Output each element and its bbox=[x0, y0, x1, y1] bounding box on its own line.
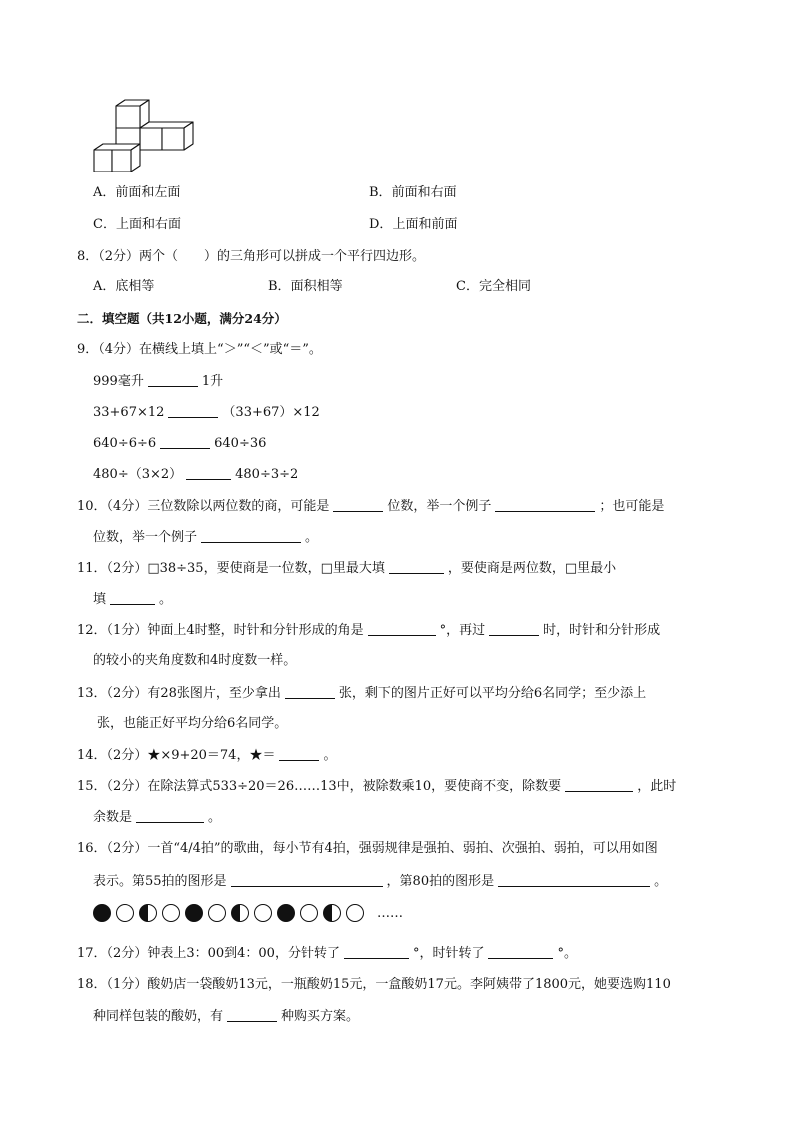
option-letter: B． bbox=[268, 279, 291, 294]
q15-text: 。 bbox=[208, 810, 222, 825]
q18-text: 种购买方案。 bbox=[281, 1009, 360, 1024]
q17-text: 17．（2分）钟表上3：00到4：00，分针转了 bbox=[77, 946, 340, 961]
expr-left: 640÷6÷6 bbox=[93, 436, 157, 451]
q11-text: ，要使商是两位数，□里最小 bbox=[447, 561, 617, 576]
answer-blank[interactable] bbox=[489, 621, 539, 636]
option-letter: B． bbox=[369, 185, 392, 200]
q11-text: 填 bbox=[93, 592, 107, 607]
q10-line-1 bbox=[77, 497, 664, 516]
q8-option-a[interactable] bbox=[93, 278, 154, 296]
answer-blank[interactable] bbox=[344, 944, 409, 959]
answer-blank[interactable] bbox=[110, 590, 155, 605]
strong-beat-icon bbox=[185, 904, 203, 922]
option-letter: C． bbox=[456, 279, 479, 294]
q15-text: 15．（2分）在除法算式533÷20＝26……13中，被除数乘10，要使商不变，除数要 bbox=[77, 779, 562, 794]
q16-line-1: 16．（2分）一首“4/4拍”的歌曲，每小节有4拍，强弱规律是强拍、弱拍、次强拍、弱拍，可以用如图 bbox=[77, 841, 658, 856]
q9-row-1 bbox=[93, 372, 223, 391]
q18-text: 种同样包装的酸奶，有 bbox=[93, 1009, 224, 1024]
option-letter: A． bbox=[93, 185, 116, 200]
strong-beat-icon bbox=[277, 904, 295, 922]
option-letter: D． bbox=[369, 217, 393, 232]
q9-row-4 bbox=[93, 465, 298, 484]
answer-blank[interactable] bbox=[160, 434, 210, 449]
q12-text: °，再过 bbox=[439, 623, 486, 638]
q10-line-2 bbox=[93, 528, 318, 547]
answer-blank[interactable] bbox=[389, 559, 444, 574]
q12-text: 12．（1分）钟面上4时整，时针和分针形成的角是 bbox=[77, 623, 364, 638]
q17-text: °，时针转了 bbox=[412, 946, 485, 961]
q18-line-2 bbox=[93, 1007, 359, 1026]
weak-beat-icon bbox=[346, 904, 364, 922]
expr-left: 999毫升 bbox=[93, 374, 144, 389]
expr-right: 640÷36 bbox=[214, 436, 267, 451]
expr-right: 480÷3÷2 bbox=[235, 467, 299, 482]
q11-line-2 bbox=[93, 590, 172, 609]
option-text: 前面和左面 bbox=[115, 185, 181, 200]
beat-sequence bbox=[93, 904, 403, 922]
answer-blank[interactable] bbox=[565, 777, 633, 792]
answer-blank[interactable] bbox=[136, 808, 204, 823]
q16-text: 。 bbox=[654, 874, 668, 889]
weak-beat-icon bbox=[116, 904, 134, 922]
section-title: 二．填空题（共12小题，满分24分） bbox=[77, 311, 287, 326]
answer-blank[interactable] bbox=[368, 621, 436, 636]
option-letter: C． bbox=[93, 217, 116, 232]
option-text: 完全相同 bbox=[478, 279, 531, 294]
answer-blank[interactable] bbox=[285, 684, 335, 699]
answer-blank[interactable] bbox=[201, 528, 301, 543]
answer-blank[interactable] bbox=[279, 746, 319, 761]
q16-line-2 bbox=[93, 872, 667, 891]
strong-beat-icon bbox=[93, 904, 111, 922]
answer-blank[interactable] bbox=[168, 403, 218, 418]
q12-text: 时，时针和分针形成 bbox=[543, 623, 661, 638]
expr-left: 480÷（3×2） bbox=[93, 467, 183, 482]
q13-line-2 bbox=[93, 715, 287, 733]
option-text: 前面和右面 bbox=[391, 185, 457, 200]
q9-stem: 9．（4分）在横线上填上“＞”“＜”或“＝”。 bbox=[77, 342, 322, 357]
q11-line-1 bbox=[77, 559, 616, 578]
q10-text: 位数，举一个例子 bbox=[93, 530, 198, 545]
expr-left: 33+67×12 bbox=[93, 405, 165, 420]
q10-text: 位数，举一个例子 bbox=[387, 499, 492, 514]
answer-blank[interactable] bbox=[148, 372, 198, 387]
weak-beat-icon bbox=[208, 904, 226, 922]
answer-blank[interactable] bbox=[186, 465, 231, 480]
answer-blank[interactable] bbox=[495, 497, 595, 512]
q16-text: ，第80拍的图形是 bbox=[386, 874, 495, 889]
q9-row-2 bbox=[93, 403, 320, 422]
q14-text: 。 bbox=[323, 748, 337, 763]
q10-text: 10．（4分）三位数除以两位数的商，可能是 bbox=[77, 499, 330, 514]
weak-beat-icon bbox=[162, 904, 180, 922]
q16-text: 表示。第55拍的图形是 bbox=[93, 874, 227, 889]
answer-blank[interactable] bbox=[231, 872, 383, 887]
q9-row-3 bbox=[93, 434, 266, 453]
q11-text: 。 bbox=[159, 592, 173, 607]
q8-option-b[interactable] bbox=[268, 278, 343, 296]
q13-line-1 bbox=[77, 684, 646, 703]
option-letter: A． bbox=[93, 279, 116, 294]
medium-beat-icon bbox=[139, 904, 157, 922]
q13-text: 张，剩下的图片正好可以平均分给6名同学；至少添上 bbox=[338, 686, 647, 701]
ellipsis: …… bbox=[377, 905, 403, 921]
q8-option-c[interactable] bbox=[456, 278, 531, 296]
q10-text: ；也可能是 bbox=[599, 499, 665, 514]
answer-blank[interactable] bbox=[488, 944, 553, 959]
q10-text: 。 bbox=[305, 530, 319, 545]
q15-text: ，此时 bbox=[637, 779, 677, 794]
q7-option-a[interactable] bbox=[93, 184, 180, 202]
q14-text: 14．（2分）★×9+20＝74，★＝ bbox=[77, 748, 276, 763]
q7-option-d[interactable] bbox=[369, 216, 457, 234]
expr-right: 1升 bbox=[201, 374, 224, 389]
medium-beat-icon bbox=[231, 904, 249, 922]
option-text: 面积相等 bbox=[290, 279, 343, 294]
q17-text: °。 bbox=[557, 946, 577, 961]
option-text: 上面和前面 bbox=[392, 217, 458, 232]
weak-beat-icon bbox=[254, 904, 272, 922]
q15-text: 余数是 bbox=[93, 810, 133, 825]
option-text: 上面和右面 bbox=[115, 217, 181, 232]
q17-line bbox=[77, 944, 577, 963]
weak-beat-icon bbox=[300, 904, 318, 922]
q13-text: 13．（2分）有28张图片，至少拿出 bbox=[77, 686, 281, 701]
medium-beat-icon bbox=[323, 904, 341, 922]
cube-figure bbox=[92, 98, 196, 172]
q7-option-c[interactable] bbox=[93, 216, 181, 234]
q18-line-1: 18．（1分）酸奶店一袋酸奶13元，一瓶酸奶15元，一盒酸奶17元。李阿姨带了1800元，她要选购110 bbox=[77, 977, 671, 992]
q12-line-1 bbox=[77, 621, 660, 640]
q7-option-b[interactable] bbox=[369, 184, 457, 202]
answer-blank[interactable] bbox=[333, 497, 383, 512]
q14-line bbox=[77, 746, 336, 765]
q13-text: 张，也能正好平均分给6名同学。 bbox=[97, 716, 288, 731]
q15-line-2 bbox=[93, 808, 221, 827]
q15-line-1 bbox=[77, 777, 676, 796]
q8-stem: 8．（2分）两个（ ）的三角形可以拼成一个平行四边形。 bbox=[77, 249, 426, 264]
answer-blank[interactable] bbox=[498, 872, 650, 887]
q12-line-2: 的较小的夹角度数和4时度数一样。 bbox=[93, 653, 297, 668]
option-text: 底相等 bbox=[115, 279, 155, 294]
q11-text: 11．（2分）□38÷35，要使商是一位数，□里最大填 bbox=[77, 561, 385, 576]
answer-blank[interactable] bbox=[227, 1007, 277, 1022]
expr-right: （33+67）×12 bbox=[222, 405, 320, 420]
